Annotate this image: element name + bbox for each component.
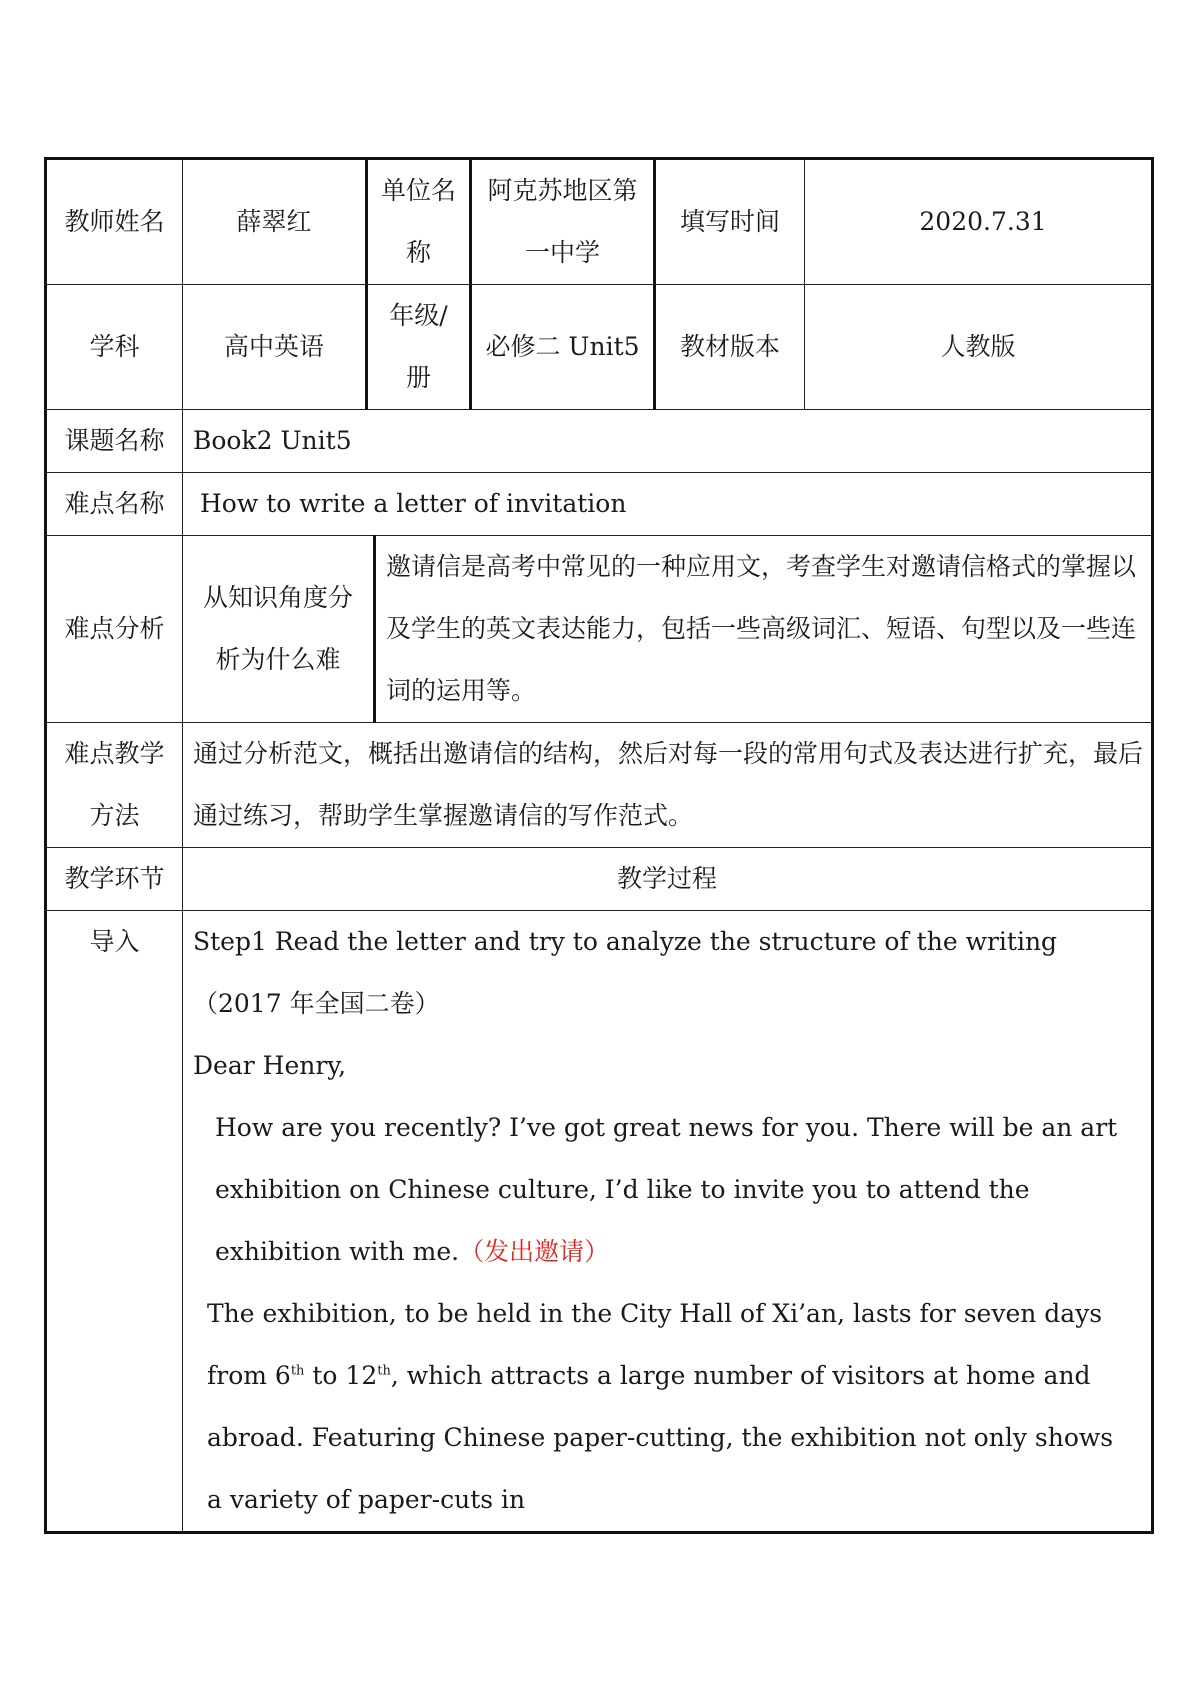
unit-name-label: 单位名称 <box>367 159 471 285</box>
analysis-row <box>46 536 1153 723</box>
teacher-name-label: 教师姓名 <box>46 159 183 285</box>
unit-name-value: 阿克苏地区第一中学 <box>471 159 655 285</box>
letter-paragraph-2: The exhibition, to be held in the City Hall of Xi’an, lasts for seven days from 6th to 12th, which attracts a large number of visitors at home and abroad. Featuring Chinese paper-cutting, the exhibition not only shows a variety of paper-cuts in <box>207 1299 1114 1514</box>
analysis-sublabel: 从知识角度分析为什么难 <box>183 536 375 723</box>
analysis-text: 邀请信是高考中常见的一种应用文，考查学生对邀请信格式的掌握以及学生的英文表达能力，包括一些高级词汇、短语、句型以及一些连词的运用等。 <box>375 536 1153 723</box>
subject-label: 学科 <box>46 285 183 410</box>
difficulty-row <box>46 473 1153 536</box>
method-label: 难点教学方法 <box>46 723 183 848</box>
intro-content <box>183 911 1153 1533</box>
topic-label: 课题名称 <box>46 410 183 473</box>
letter-greeting: Dear Henry, <box>193 1051 347 1080</box>
step1-instruction: Step1 Read the letter and try to analyze the structure of the writing <box>193 927 1058 956</box>
difficulty-value: How to write a letter of invitation <box>183 473 1153 536</box>
intro-row <box>46 911 1153 1533</box>
topic-value: Book2 Unit5 <box>183 410 1153 473</box>
topic-row <box>46 410 1153 473</box>
grade-volume-value: 必修二 Unit5 <box>471 285 655 410</box>
process-stage-label: 教学环节 <box>46 848 183 911</box>
invitation-note: （发出邀请） <box>459 1237 610 1266</box>
exam-source: （2017 年全国二卷） <box>193 989 440 1018</box>
subject-value: 高中英语 <box>183 285 367 410</box>
fill-date-label: 填写时间 <box>655 159 805 285</box>
header-row-teacher <box>46 159 1153 285</box>
method-text: 通过分析范文，概括出邀请信的结构，然后对每一段的常用句式及表达进行扩充，最后通过练习，帮助学生掌握邀请信的写作范式。 <box>183 723 1153 848</box>
process-label: 教学过程 <box>183 848 1153 911</box>
grade-volume-label: 年级/册 <box>367 285 471 410</box>
header-row-subject <box>46 285 1153 410</box>
intro-label: 导入 <box>46 911 183 1533</box>
process-header-row <box>46 848 1153 911</box>
textbook-edition-label: 教材版本 <box>655 285 805 410</box>
letter-paragraph-1: How are you recently? I’ve got great news for you. There will be an art exhibition on Chinese culture, I’d like to invite you to attend the exhibition with me.（发出邀请） <box>215 1113 1118 1266</box>
lesson-plan-table <box>44 157 1154 1534</box>
fill-date-value: 2020.7.31 <box>805 159 1153 285</box>
teacher-name-value: 薛翠红 <box>183 159 367 285</box>
method-row <box>46 723 1153 848</box>
difficulty-label: 难点名称 <box>46 473 183 536</box>
analysis-label: 难点分析 <box>46 536 183 723</box>
textbook-edition-value: 人教版 <box>805 285 1153 410</box>
